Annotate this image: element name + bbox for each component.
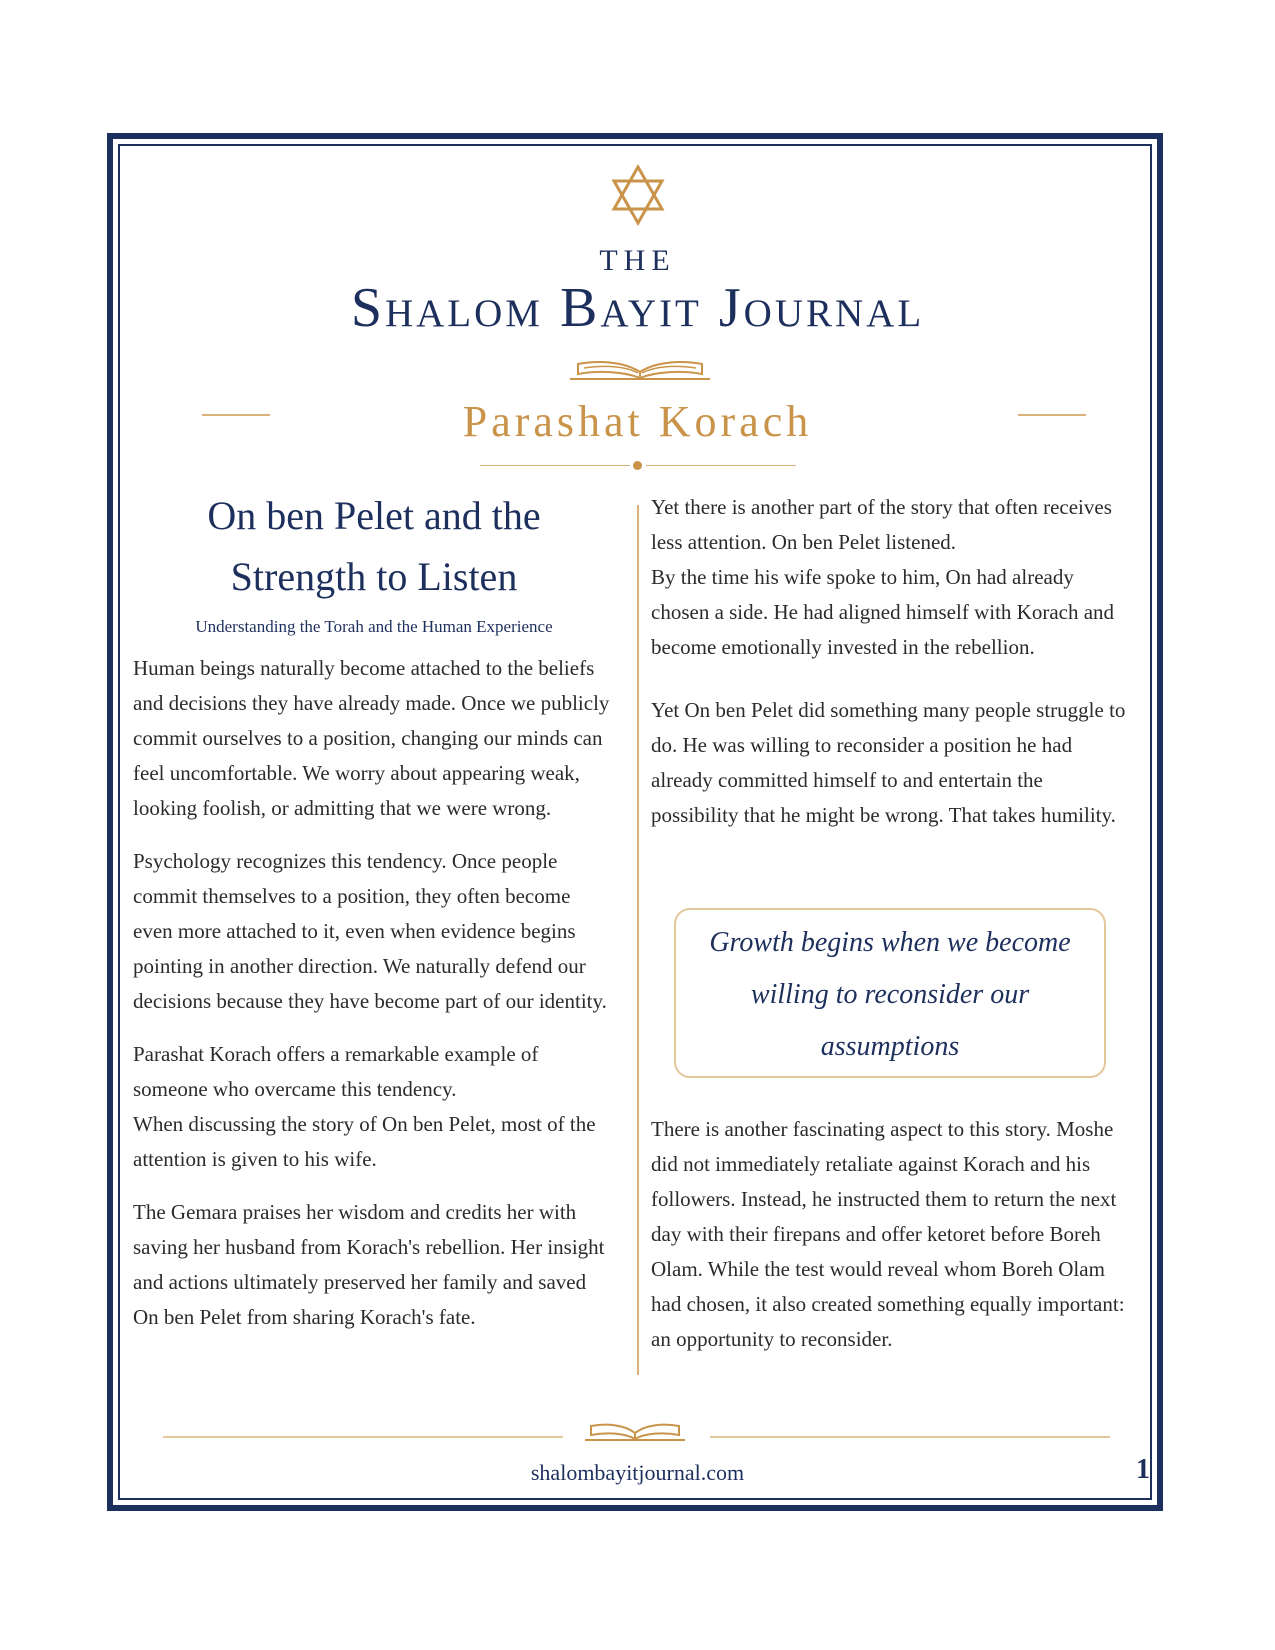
article-subtitle: Understanding the Torah and the Human Experience xyxy=(195,617,553,636)
right-column xyxy=(651,490,1131,851)
paragraph: There is another fascinating aspect to this story. Moshe did not immediately retaliate against Korach and his followers. Instead, he instructed them to return the next day with their firepans and offer ketoret before Boreh Olam. While the test would reveal whom Boreh Olam had chosen, it also created something equally important: an opportunity to reconsider. xyxy=(651,1117,1125,1351)
website-link[interactable]: shalombayitjournal.com xyxy=(530,1460,745,1485)
open-book-icon xyxy=(585,1415,685,1441)
footer-rule-right xyxy=(710,1436,1110,1438)
open-book-icon xyxy=(570,350,710,380)
divider-dot xyxy=(633,461,642,470)
footer-rule-left xyxy=(163,1436,563,1438)
left-column xyxy=(133,485,615,1353)
journal-title: Shalom Bayit Journal xyxy=(350,277,925,339)
divider-rule-right xyxy=(646,465,796,466)
paragraph: Parashat Korach offers a remarkable example of someone who overcame this tendency. xyxy=(133,1042,539,1101)
paragraph: By the time his wife spoke to him, On had already chosen a side. He had aligned himself with Korach and become emotionally invested in the rebellion. xyxy=(651,565,1115,659)
article-title-line1: On ben Pelet and the xyxy=(207,493,541,538)
parasha-heading: Parashat Korach xyxy=(462,397,813,446)
divider-rule-left xyxy=(480,465,630,466)
paragraph: The Gemara praises her wisdom and credits her with saving her husband from Korach's rebellion. Her insight and actions ultimately preserved her family and saved On ben Pelet from sharing Korach's fate. xyxy=(133,1200,605,1329)
paragraph: When discussing the story of On ben Pelet, most of the attention is given to his wife. xyxy=(133,1112,596,1171)
parasha-rule-right xyxy=(1018,414,1086,416)
right-column-lower xyxy=(651,1112,1133,1375)
pull-quote: Growth begins when we become willing to reconsider our assumptions xyxy=(709,927,1071,1062)
page-number: 1 xyxy=(1136,1454,1150,1485)
star-of-david-icon xyxy=(610,163,666,227)
column-divider xyxy=(637,505,639,1375)
paragraph: Human beings naturally become attached to the beliefs and decisions they have already made. Once we publicly commit ourselves to a position, changing our minds can feel uncomfortable. We worry about appearing weak, looking foolish, or admitting that we were wrong. xyxy=(133,656,610,820)
paragraph: Yet On ben Pelet did something many people struggle to do. He was willing to reconsider a position he had already committed himself to and entertain the possibility that he might be wrong. That takes humility. xyxy=(651,698,1126,827)
paragraph: Yet there is another part of the story that often receives less attention. On ben Pelet listened. xyxy=(651,495,1112,554)
paragraph: Psychology recognizes this tendency. Once people commit themselves to a position, they often become even more attached to it, even when evidence begins pointing in another direction. We naturally defend our decisions because they have become part of our identity. xyxy=(133,849,607,1013)
article-title-line2: Strength to Listen xyxy=(230,554,518,599)
journal-title-prefix: THE xyxy=(599,244,676,277)
article-title xyxy=(133,485,615,607)
